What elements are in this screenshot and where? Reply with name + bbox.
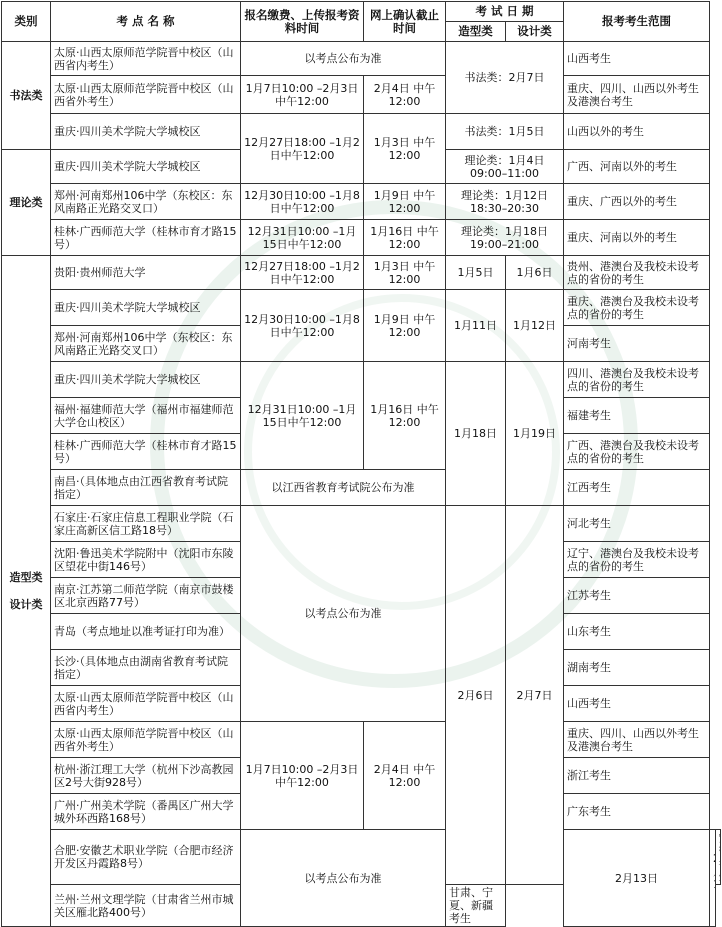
category-zaoxing: 造型类	[9, 571, 43, 584]
registration-cell: 12月30日10:00 –1月8日中午12:00	[241, 290, 364, 362]
registration-cell: 以江西省教育考试院公布为准	[241, 470, 446, 506]
site-cell: 郑州·河南郑州106中学（东校区：东风南路正光路交叉口）	[51, 326, 241, 362]
exam-date-cell: 理论类：1月12日 18:30–20:30	[446, 184, 564, 220]
exam-date-cell: 理论类：1月4日 09:00–11:00	[446, 150, 564, 184]
exam-schedule-table	[1, 1, 721, 927]
scope-cell: 重庆、广西以外的考生	[564, 184, 710, 220]
site-cell: 兰州·兰州文理学院（甘肃省兰州市城关区雁北路400号）	[51, 885, 241, 927]
site-cell: 太原·山西太原师范学院晋中校区（山西省外考生）	[51, 76, 241, 114]
scope-cell: 湖南考生	[564, 650, 710, 686]
exam-date-cell: 书法类：2月7日	[446, 42, 564, 114]
site-cell: 杭州·浙江理工大学（杭州下沙高教园区2号大街928号）	[51, 758, 241, 794]
zaoxing-date-cell: 1月11日	[446, 290, 506, 362]
scope-cell: 甘肃、宁夏、新疆考生	[446, 885, 506, 927]
header-registration-time: 报名缴费、上传报考资料时间	[241, 2, 364, 42]
scope-cell: 重庆、河南以外的考生	[564, 220, 710, 256]
registration-cell: 以考点公布为准	[241, 830, 446, 927]
site-cell: 长沙·（具体地点由湖南省教育考试院指定）	[51, 650, 241, 686]
scope-cell: 重庆、港澳台及我校未设考点的省份的考生	[564, 290, 710, 326]
confirm-cell: 1月16日 中午12:00	[364, 362, 446, 470]
site-cell: 桂林·广西师范大学（桂林市育才路15号）	[51, 434, 241, 470]
scope-cell: 福建考生	[564, 398, 710, 434]
confirm-cell: 1月9日 中午12:00	[364, 184, 446, 220]
registration-cell: 12月27日18:00 –1月2日中午12:00	[241, 114, 364, 184]
site-cell: 南昌·（具体地点由江西省教育考试院指定）	[51, 470, 241, 506]
scope-cell: 重庆、四川、山西以外考生及港澳台考生	[564, 722, 710, 758]
registration-cell: 1月7日10:00 –2月3日中午12:00	[241, 76, 364, 114]
scope-cell	[715, 830, 721, 885]
category-zaoxing-sheji	[2, 256, 51, 927]
scope-cell: 山西以外的考生	[564, 114, 710, 150]
confirm-cell: 2月4日 中午12:00	[364, 76, 446, 114]
header-confirm-deadline: 网上确认截止时间	[364, 2, 446, 42]
site-cell: 重庆·四川美术学院大学城校区	[51, 362, 241, 398]
registration-cell: 12月30日10:00 –1月8日中午12:00	[241, 184, 364, 220]
exam-date-cell: 书法类：1月5日	[446, 114, 564, 150]
registration-cell: 以考点公布为准	[241, 42, 446, 76]
scope-cell: 辽宁、港澳台及我校未设考点的省份的考生	[564, 542, 710, 578]
category-sheji: 设计类	[9, 598, 43, 611]
zaoxing-date-cell: 2月13日	[564, 830, 710, 927]
site-cell: 桂林·广西师范大学（桂林市育才路15号）	[51, 220, 241, 256]
site-cell: 重庆·四川美术学院大学城校区	[51, 114, 241, 150]
category-lilun: 理论类	[2, 150, 51, 256]
confirm-cell: 1月16日 中午12:00	[364, 220, 446, 256]
scope-cell: 江苏考生	[564, 578, 710, 614]
scope-cell: 重庆、四川、山西以外考生及港澳台考生	[564, 76, 710, 114]
scope-cell: 广西、港澳台及我校未设考点的省份的考生	[564, 434, 710, 470]
header-site: 考 点 名 称	[51, 2, 241, 42]
site-cell: 福州·福建师范大学（福州市福建师范大学仓山校区）	[51, 398, 241, 434]
header-scope: 报考考生范围	[564, 2, 710, 42]
registration-cell: 以考点公布为准	[241, 506, 446, 722]
site-cell: 广州·广州美术学院（番禺区广州大学城外环西路168号）	[51, 794, 241, 830]
scope-cell: 贵州、港澳台及我校未设考点的省份的考生	[564, 256, 710, 290]
registration-cell: 1月7日10:00 –2月3日中午12:00	[241, 722, 364, 830]
site-cell: 重庆·四川美术学院大学城校区	[51, 290, 241, 326]
site-cell: 郑州·河南郑州106中学（东校区：东风南路正光路交叉口）	[51, 184, 241, 220]
site-cell: 合肥·安徽艺术职业学院（合肥市经济开发区丹霞路8号）	[51, 830, 241, 885]
scope-cell: 河北考生	[564, 506, 710, 542]
header-zaoxing: 造型类	[446, 22, 506, 42]
site-cell: 太原·山西太原师范学院晋中校区（山西省外考生）	[51, 722, 241, 758]
sheji-date-cell: 2月7日	[506, 506, 564, 885]
registration-cell: 12月31日10:00 –1月15日中午12:00	[241, 220, 364, 256]
category-shufa: 书法类	[2, 42, 51, 150]
site-cell: 太原·山西太原师范学院晋中校区（山西省内考生）	[51, 42, 241, 76]
sheji-date-cell: 1月12日	[506, 290, 564, 362]
sheji-date-cell: 1月19日	[506, 362, 564, 506]
scope-cell: 河南考生	[564, 326, 710, 362]
sheji-date-cell: 1月6日	[506, 256, 564, 290]
scope-cell: 山西考生	[564, 42, 710, 76]
registration-cell: 12月27日18:00 –1月2日中午12:00	[241, 256, 364, 290]
header-category: 类别	[2, 2, 51, 42]
site-cell: 太原·山西太原师范学院晋中校区（山西省内考生）	[51, 686, 241, 722]
site-cell: 石家庄·石家庄信息工程职业学院（石家庄高新区信工路18号）	[51, 506, 241, 542]
confirm-cell: 2月4日 中午12:00	[364, 722, 446, 830]
scope-cell: 浙江考生	[564, 758, 710, 794]
scope-cell: 四川、港澳台及我校未设考点的省份的考生	[564, 362, 710, 398]
zaoxing-date-cell: 1月5日	[446, 256, 506, 290]
site-cell: 贵阳·贵州师范大学	[51, 256, 241, 290]
scope-cell: 广东考生	[564, 794, 710, 830]
header-sheji: 设计类	[506, 22, 564, 42]
zaoxing-date-cell: 1月18日	[446, 362, 506, 506]
confirm-cell: 1月9日 中午12:00	[364, 290, 446, 362]
site-cell: 青岛（考点地址以准考证打印为准）	[51, 614, 241, 650]
site-cell: 重庆·四川美术学院大学城校区	[51, 150, 241, 184]
registration-cell: 12月31日10:00 –1月15日中午12:00	[241, 362, 364, 470]
site-cell: 沈阳·鲁迅美术学院附中（沈阳市东陵区望花中街146号）	[51, 542, 241, 578]
confirm-cell: 1月3日 中午12:00	[364, 256, 446, 290]
confirm-cell: 1月3日 中午12:00	[364, 114, 446, 184]
scope-cell: 江西考生	[564, 470, 710, 506]
scope-cell: 广西、河南以外的考生	[564, 150, 710, 184]
scope-cell: 山东考生	[564, 614, 710, 650]
exam-date-cell: 理论类：1月18日 19:00–21:00	[446, 220, 564, 256]
zaoxing-date-cell: 2月6日	[446, 506, 506, 885]
header-exam-date: 考 试 日 期	[446, 2, 564, 22]
site-cell: 南京·江苏第二师范学院（南京市鼓楼区北京西路77号）	[51, 578, 241, 614]
scope-cell: 山西考生	[564, 686, 710, 722]
